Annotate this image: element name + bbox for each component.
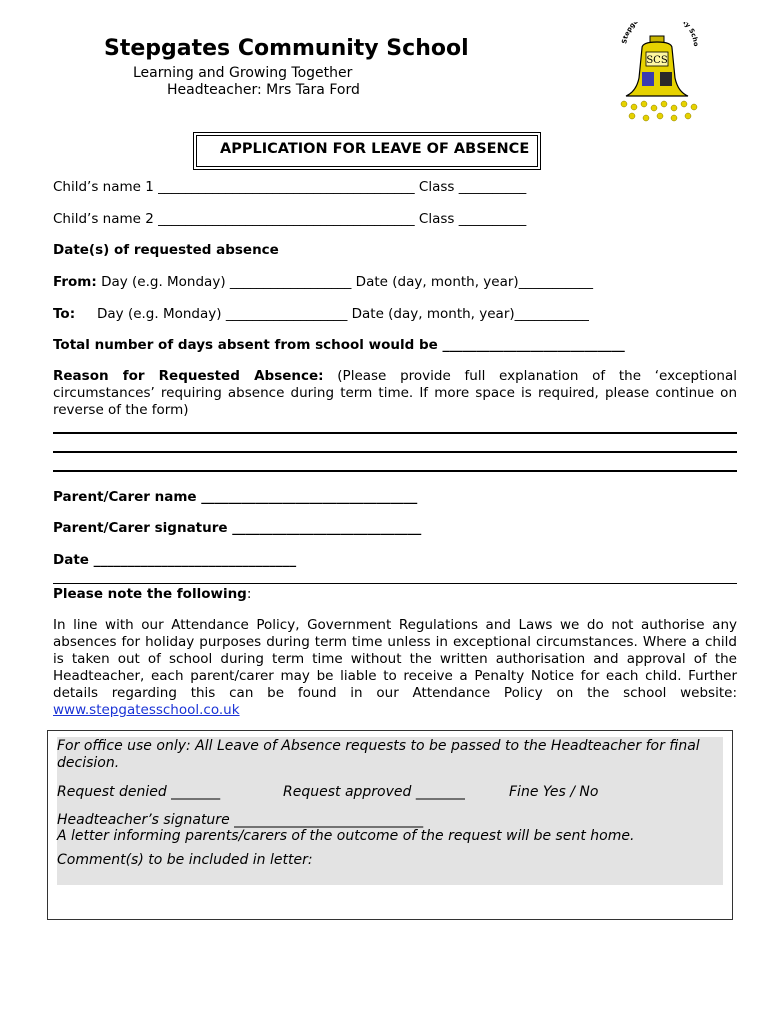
attendance-policy-paragraph [53,617,737,719]
to-row[interactable] [53,306,589,322]
bell-logo-icon [612,22,704,124]
from-row[interactable] [53,274,593,290]
to-fields[interactable]: Day (e.g. Monday) __________________ Date (day, month, year)___________ [97,306,589,322]
parent-name-field[interactable]: Parent/Carer name ________________________________ [53,489,418,505]
reason-line-3[interactable] [53,470,737,472]
parent-signature-field[interactable]: Parent/Carer signature ____________________________ [53,520,422,536]
child-name-2-field[interactable]: Child’s name 2 ______________________________________ Class __________ [53,211,527,227]
reason-label: Reason for Requested Absence: [53,368,324,384]
reason-instructions: (Please provide full explanation of the ‘exceptional circumstances’ requiring absence during term time. If more space is required, please continue on reverse of the form) [53,368,738,418]
policy-text: In line with our Attendance Policy, Government Regulations and Laws we do not authorise any absences for holiday purposes during term time unless in exceptional circumstances. Where a child is taken out of school during term time without the written authorisation and approval of the Headteacher, each parent/carer may be liable to receive a Penalty Notice for each child. Further details regarding this can be found in our Attendance Policy on the school website: [53,617,737,701]
dates-heading: Date(s) of requested absence [53,242,279,258]
reason-paragraph [53,368,737,419]
logo-arc-text: Stepg ty Scho [620,22,701,47]
school-motto: Learning and Growing Together [133,65,353,81]
request-denied-field[interactable]: Request denied _______ [57,784,221,800]
reason-line-2[interactable] [53,451,737,453]
note-heading: Please note the following [53,586,247,602]
school-logo [612,22,704,124]
section-divider [53,583,737,584]
reason-line-1[interactable] [53,432,737,434]
fine-choice[interactable]: Fine Yes / No [509,784,599,800]
school-website-link[interactable]: www.stepgatesschool.co.uk [53,702,240,718]
request-approved-field[interactable]: Request approved _______ [283,784,465,800]
child-name-1-field[interactable]: Child’s name 1 ______________________________________ Class __________ [53,179,527,195]
office-intro: For office use only: All Leave of Absence requests to be passed to the Headteacher for final decision. [57,738,700,771]
school-name: Stepgates Community School [104,36,469,61]
office-use-box [47,730,733,920]
note-colon: : [246,586,252,602]
total-days-field[interactable]: Total number of days absent from school would be ___________________________ [53,337,625,353]
letter-note: A letter informing parents/carers of the outcome of the request will be sent home. [57,828,635,844]
to-label: To: [53,306,76,322]
logo-text: SCS [646,55,668,66]
headteacher-line: Headteacher: Mrs Tara Ford [167,82,360,98]
comments-field[interactable]: Comment(s) to be included in letter: [57,852,313,868]
from-fields[interactable]: Day (e.g. Monday) __________________ Date (day, month, year)___________ [101,274,593,290]
from-label: From: [53,274,97,290]
date-field[interactable]: Date ______________________________ [53,552,297,568]
note-heading-row [53,586,251,602]
form-title-box [193,132,541,170]
form-title: APPLICATION FOR LEAVE OF ABSENCE [220,141,530,157]
headteacher-signature-field[interactable]: Headteacher’s signature ___________________________ [57,812,424,828]
